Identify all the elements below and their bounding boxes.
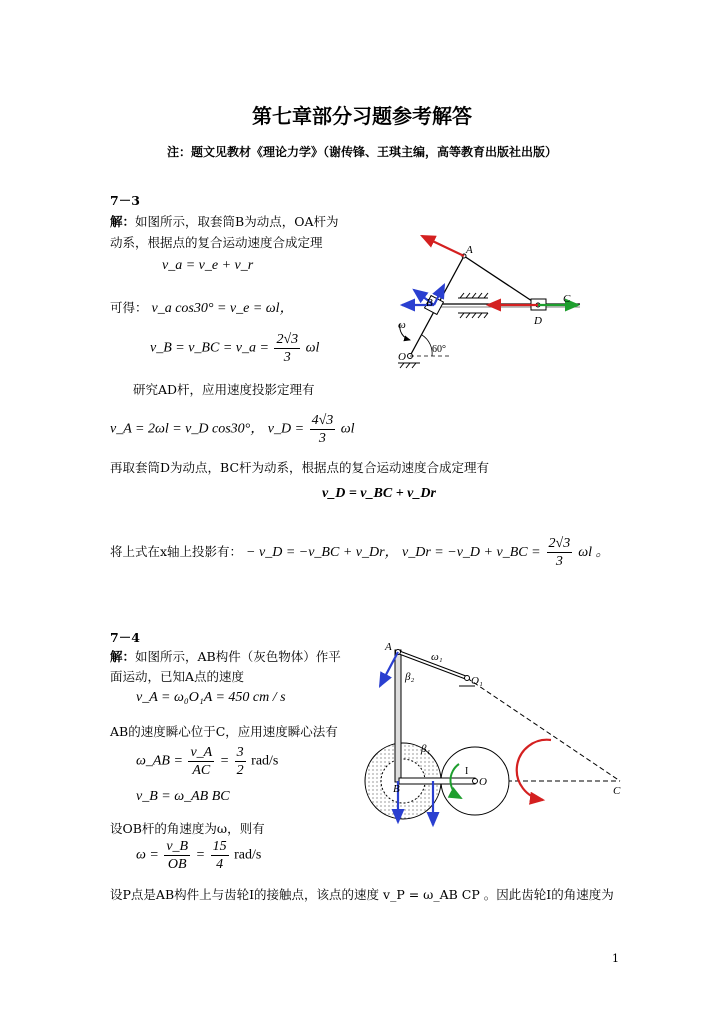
p74-eq2-den1: AC — [192, 763, 211, 778]
label-c2: C — [613, 785, 621, 797]
p73-eq3-left: v_B = v_BC = v_a = — [150, 340, 269, 356]
p73-eq3-frac — [274, 331, 300, 366]
p74-line1 — [110, 647, 341, 665]
p73-line5: 将上式在x轴上投影有： — [110, 544, 243, 559]
p74-eq2-num2: 3 — [236, 745, 244, 760]
p73-mechanism-figure — [380, 228, 590, 373]
p74-eq2-left: ω_AB = — [136, 753, 183, 769]
p74-eq2-frac1 — [188, 744, 214, 779]
p74-eq2: ω_AB = $\frac{v\_A}{AC}$ = $\frac{3}{2}$ rad/s — [136, 745, 279, 778]
p73-line2: 动系，根据点的复合运动速度合成定理 — [110, 235, 323, 250]
label-b: B — [426, 297, 433, 309]
p73-eq3-num: 2√3 — [276, 332, 299, 347]
p73-eq6: v_D = v_BC + v_Dr — [322, 486, 436, 501]
p74-eq4-frac2 — [211, 838, 229, 873]
p73-line-kede — [110, 297, 294, 317]
ground-hatch-o — [398, 363, 420, 368]
p73-eq5-frac — [310, 412, 336, 447]
p73-eq45 — [110, 412, 355, 447]
label-omega1: ω₁ — [431, 651, 443, 663]
member-ab-vertical — [395, 650, 401, 782]
label-beta1: β₁ — [421, 743, 431, 755]
label-o1: O₁ — [471, 675, 483, 687]
p74-eq4-left: ω = — [136, 847, 159, 863]
p74-gear-figure — [355, 640, 635, 835]
problem-7-3-heading: 7－3 — [110, 193, 140, 208]
joint-o2 — [473, 779, 478, 784]
p73-eq7-frac — [547, 535, 573, 570]
p74-eq4-unit: rad/s — [234, 847, 262, 863]
p73-line4: 再取套筒D为动点，BC杆为动系，根据点的复合运动速度合成定理有 — [110, 460, 490, 475]
solution-label: 解： — [110, 214, 136, 229]
p74-line3: AB的速度瞬心位于C，应用速度瞬心法有 — [110, 724, 338, 739]
label-a2: A — [385, 641, 392, 653]
p74-eq4-frac1 — [164, 838, 190, 873]
angle-arc — [422, 335, 432, 356]
p74-line4: 设OB杆的角速度为ω，则有 — [110, 821, 265, 836]
page-number: 1 — [612, 952, 619, 965]
label-o: O — [398, 351, 406, 363]
solution-label-2: 解： — [110, 649, 136, 664]
p74-line2: 面运动，已知A点的速度 — [110, 669, 245, 684]
p73-line3: 研究AD杆，应用速度投影定理有 — [133, 382, 315, 397]
p74-line5: 设P点是AB构件上与齿轮I的接触点，该点的速度 v_P = ω_AB CP 。因此齿轮I的角速度为 — [110, 887, 614, 902]
p73-eq5-num: 4√3 — [311, 413, 334, 428]
label-a: A — [466, 244, 473, 256]
label-omega: ω — [398, 319, 406, 331]
rod-ob — [399, 778, 475, 784]
problem-7-4-heading: 7－4 — [110, 630, 140, 645]
p74-eq1: v_A = ω₀O₁A = 450 cm / s — [136, 690, 286, 705]
label-b2: B — [393, 783, 400, 795]
p74-eq3: v_B = ω_AB BC — [136, 789, 230, 804]
label-c: C — [563, 293, 571, 305]
label-angle: 60° — [432, 344, 446, 355]
p73-eq5-den: 3 — [318, 431, 326, 446]
p74-eq4-den1: OB — [167, 857, 187, 872]
p73-eq7: − v_D = −v_BC + v_Dr， v_Dr = −v_D + v_BC = — [246, 545, 541, 560]
label-gear-i: I — [465, 766, 469, 777]
velocity-va-arrow — [422, 236, 464, 256]
p73-eq3-right: ωl — [305, 340, 320, 356]
p74-text1: 如图所示，AB构件（灰色物体）作平 — [135, 649, 341, 664]
label-d: D — [534, 315, 542, 327]
page-title: 第七章部分习题参考解答 — [252, 104, 472, 128]
p74-eq2-unit: rad/s — [251, 753, 279, 769]
p73-eq7-den: 3 — [555, 554, 563, 569]
p73-eq5-right: ωl — [340, 421, 355, 437]
p73-eq7-right: ωl 。 — [578, 545, 610, 560]
p73-eq3 — [150, 331, 319, 366]
omega-ab-arc — [517, 740, 551, 800]
p74-eq2-num1: v_A — [190, 745, 213, 760]
p74-eq2-den2: 2 — [236, 763, 244, 778]
p73-eq4: v_A = 2ωl = v_D cos30°， — [110, 421, 265, 437]
p73-eq3-den: 3 — [283, 350, 291, 365]
p73-line5-wrap — [110, 535, 609, 570]
joint-o1 — [465, 676, 470, 681]
p74-eq4-num1: v_B — [166, 839, 189, 854]
p73-kede: 可得： — [110, 300, 148, 315]
textbook-note: 注：题文见教材《理论力学》（谢传锋、王琪主编，高等教育出版社出版） — [166, 145, 557, 159]
p74-eq2-frac2 — [235, 744, 246, 779]
p74-eq4-den2: 4 — [216, 857, 224, 872]
p73-eq5-left: v_D = — [267, 421, 305, 437]
guide-top — [458, 293, 488, 298]
label-beta2: β₂ — [405, 671, 415, 683]
guide-bottom — [458, 313, 488, 318]
label-o2: O — [479, 776, 487, 788]
p73-line1 — [110, 212, 338, 230]
p73-eq2: v_a cos30° = v_e = ωl， — [151, 301, 294, 316]
p73-eq1: v_a = v_e + v_r — [162, 258, 254, 273]
p74-eq4: ω = $\frac{v\_B}{OB}$ = $\frac{15}{4}$ rad/s — [136, 839, 262, 872]
p74-eq4-num2: 15 — [212, 839, 227, 854]
p73-eq7-num: 2√3 — [548, 536, 571, 551]
p73-text1: 如图所示，取套筒B为动点，OA杆为 — [135, 214, 339, 229]
